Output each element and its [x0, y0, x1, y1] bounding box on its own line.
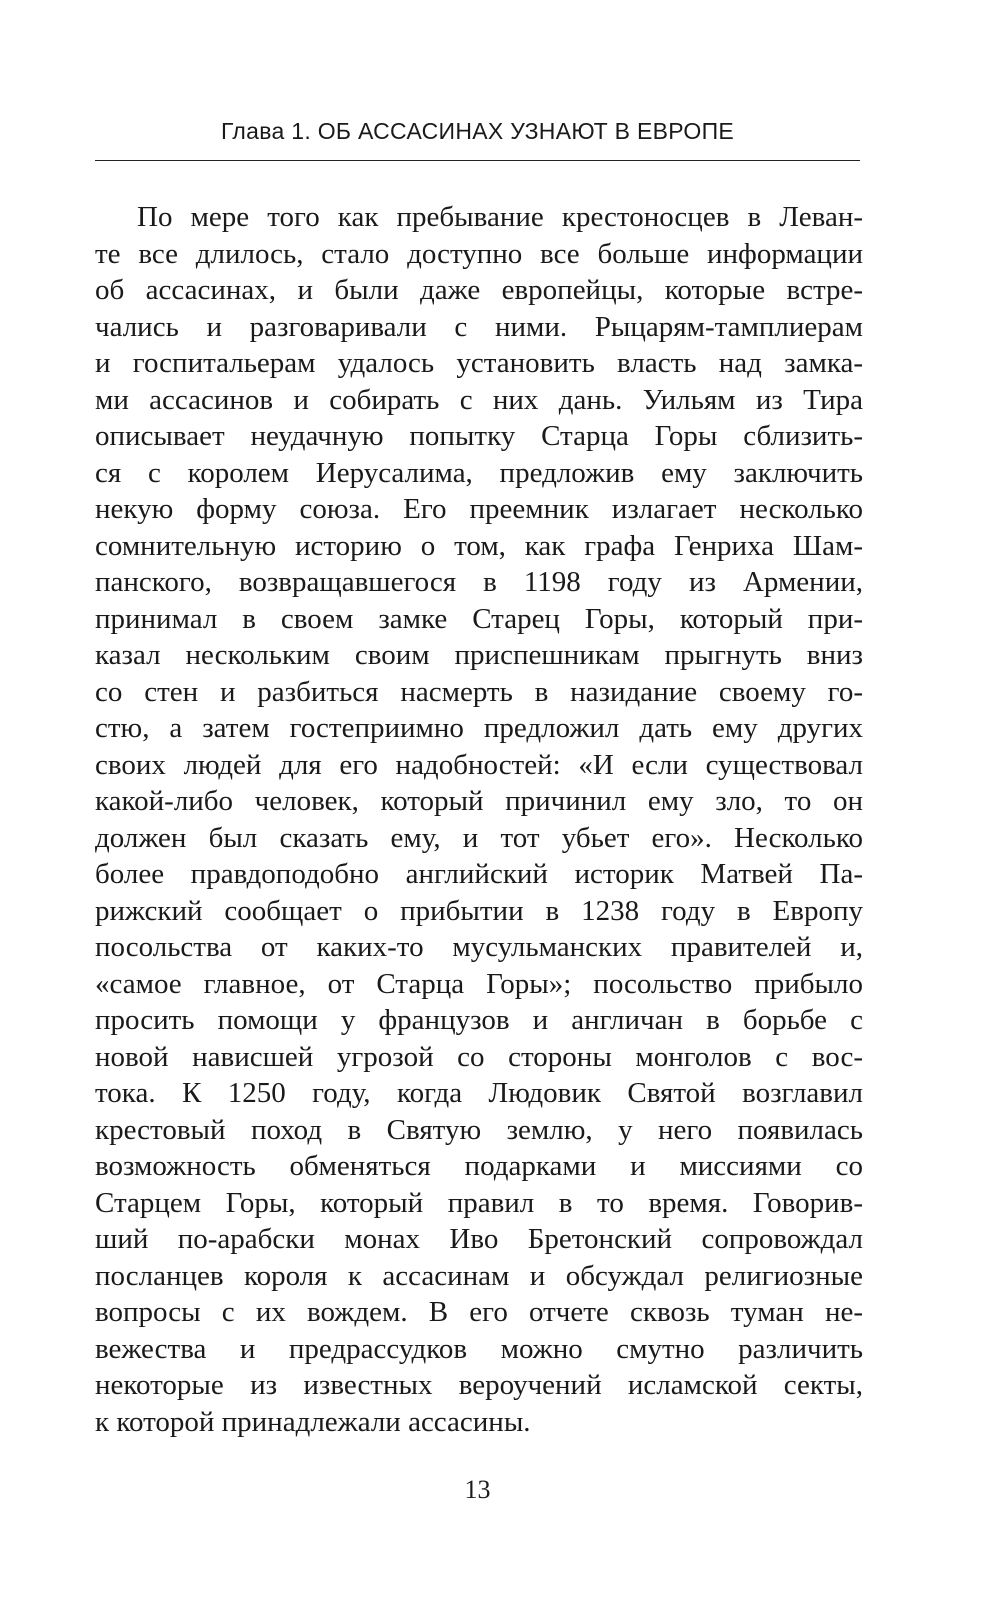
text-line: посланцев короля к ассасинам и обсуждал религиозные — [95, 1259, 863, 1292]
text-line: просить помощи у французов и англичан в борьбе с — [95, 1004, 863, 1036]
text-line: описывает неудачную попытку Старца Горы сблизить- — [95, 420, 863, 452]
text-line: ся с королем Иерусалима, предложив ему заключить — [95, 456, 863, 489]
text-line: своих людей для его надобностей: «И если существовал — [95, 748, 863, 781]
text-line: стю, а затем гостеприимно предложил дать ему других — [95, 712, 863, 744]
text-line: панского, возвращавшегося в 1198 году из Армении, — [95, 566, 863, 598]
text-line: те все длилось, стало доступно все больше информации — [95, 237, 863, 270]
text-line: к которой принадлежали ассасины. — [95, 1405, 531, 1438]
text-line: вопросы с их вождем. В его отчете сквозь туман не- — [95, 1296, 863, 1328]
text-line: «самое главное, от Старца Горы»; посольство прибыло — [95, 967, 863, 1000]
text-line: сомнительную историю о том, как графа Генриха Шам- — [95, 529, 863, 562]
running-head: Глава 1. ОБ АССАСИНАХ УЗНАЮТ В ЕВРОПЕ — [220, 118, 735, 144]
text-line: казал нескольким своим приспешникам прыгнуть вниз — [95, 639, 863, 671]
text-line: тока. К 1250 году, когда Людовик Святой возглавил — [95, 1077, 863, 1109]
text-line: некоторые из известных вероучений исламской секты, — [95, 1369, 863, 1401]
text-line: рижский сообщает о прибытии в 1238 году в Европу — [95, 894, 863, 927]
text-line: об ассасинах, и были даже европейцы, которые встре- — [95, 274, 863, 306]
text-line: некую форму союза. Его преемник излагает несколько — [95, 493, 863, 525]
text-line: По мере того как пребывание крестоносцев в Леван- — [137, 201, 863, 233]
text-line: крестовый поход в Святую землю, у него появилась — [95, 1113, 863, 1146]
header-rule — [95, 160, 860, 161]
text-line: принимал в своем замке Старец Горы, который при- — [95, 602, 863, 635]
text-line: ми ассасинов и собирать с них дань. Уильям из Тира — [95, 383, 863, 416]
text-line: должен был сказать ему, и тот убьет его». Несколько — [95, 821, 863, 854]
page-number: 13 — [464, 1475, 491, 1504]
text-line: более правдоподобно английский историк Матвей Па- — [95, 858, 863, 890]
text-line: чались и разговаривали с ними. Рыцарям-тамплиерам — [95, 310, 863, 343]
text-line: и госпитальерам удалось установить власть над замка- — [95, 347, 863, 379]
text-line: возможность обменяться подарками и миссиями со — [95, 1150, 863, 1182]
body-paragraph — [95, 199, 863, 1440]
text-line: Старцем Горы, который правил в то время. Говорив- — [95, 1186, 863, 1219]
text-line: вежества и предрассудков можно смутно различить — [95, 1332, 863, 1365]
text-line: новой нависшей угрозой со стороны монголов с вос- — [95, 1040, 863, 1073]
text-line: посольства от каких-то мусульманских правителей и, — [95, 931, 863, 963]
text-line: какой-либо человек, который причинил ему зло, то он — [95, 785, 863, 817]
text-line: ший по-арабски монах Иво Бретонский сопровождал — [95, 1223, 863, 1255]
text-line: со стен и разбиться насмерть в назидание своему го- — [95, 675, 863, 708]
